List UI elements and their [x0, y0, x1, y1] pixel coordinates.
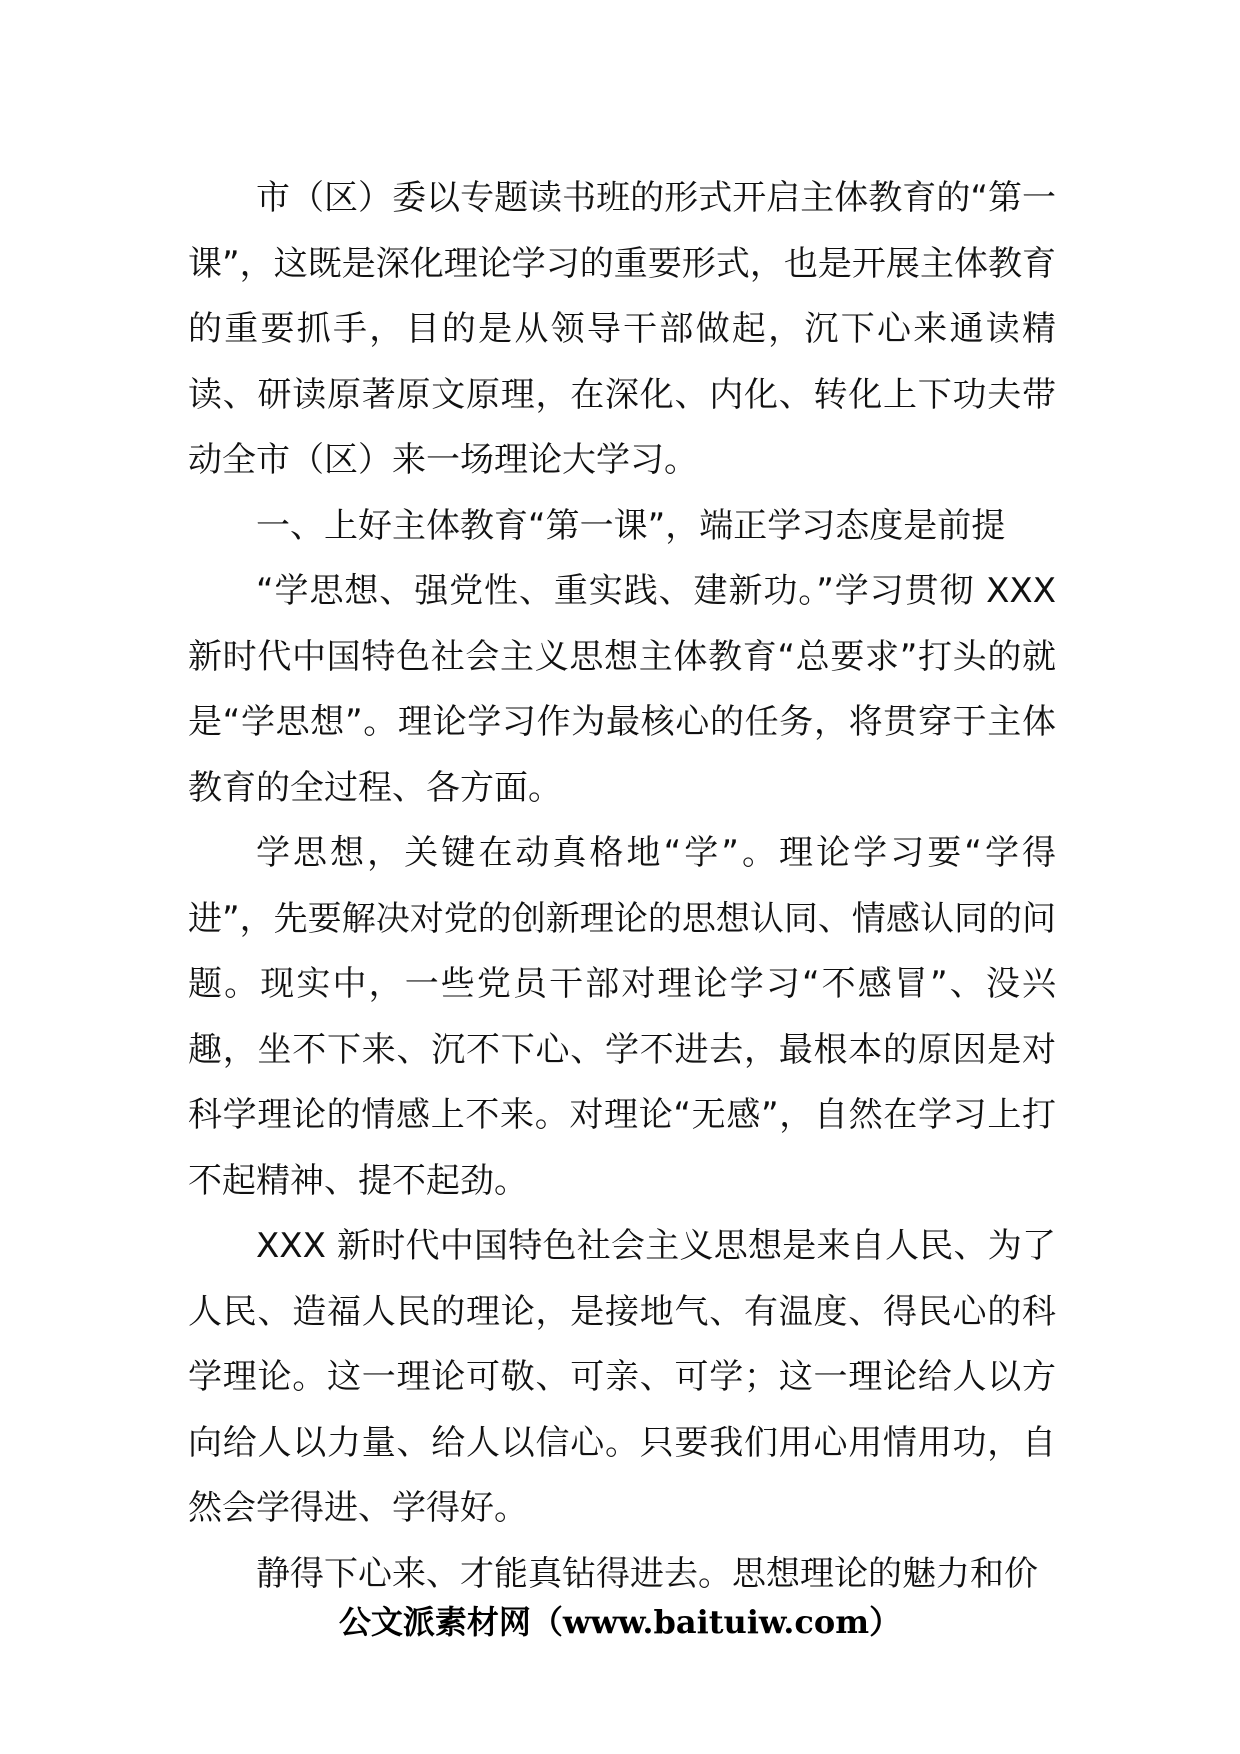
section-heading: 一、上好主体教育“第一课”，端正学习态度是前提	[256, 505, 1006, 546]
paragraph-study-thought: “学思想、强党性、重实践、建新功。”学习贯彻 XXX 新时代中国特色社会主义思想主体教育“总要求”打头的就是“学思想”。理论学习作为最核心的任务，将贯穿于主体教育的全过程、各方面。	[188, 571, 1056, 808]
paragraph-theory-people: XXX 新时代中国特色社会主义思想是来自人民、为了人民、造福人民的理论，是接地气、有温度、得民心的科学理论。这一理论可敬、可亲、可学；这一理论给人以方向给人以力量、给人以信心。只要我们用心用情用功，自然会学得进、学得好。	[188, 1226, 1056, 1528]
paragraph-key-to-study: 学思想，关键在动真格地“学”。理论学习要“学得进”，先要解决对党的创新理论的思想认同、情感认同的问题。现实中，一些党员干部对理论学习“不感冒”、没兴趣，坐不下来、沉不下心、学不进去，最根本的原因是对科学理论的情感上不来。对理论“无感”，自然在学习上打不起精神、提不起劲。	[188, 833, 1056, 1201]
document-body	[188, 166, 1056, 1607]
paragraph-intro: 市（区）委以专题读书班的形式开启主体教育的“第一课”，这既是深化理论学习的重要形式，也是开展主体教育的重要抓手，目的是从领导干部做起，沉下心来通读精读、研读原著原文原理，在深化、内化、转化上下功夫带动全市（区）来一场理论大学习。	[188, 178, 1056, 480]
paragraph-calm-mind: 静得下心来、才能真钻得进去。思想理论的魅力和价	[256, 1553, 1038, 1594]
footer-watermark: 公文派素材网（www.baituiw.com）	[338, 1603, 902, 1641]
